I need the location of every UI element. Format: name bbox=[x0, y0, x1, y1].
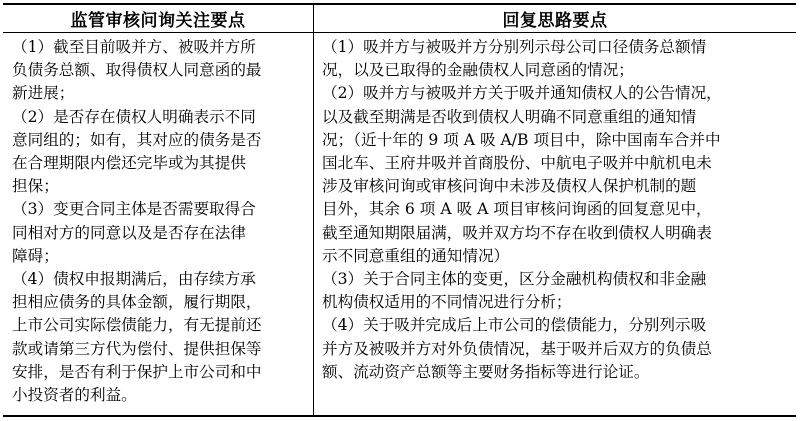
focus-item-1 bbox=[12, 36, 309, 106]
text-line: （4）关于吸并完成后上市公司的偿债能力，分别列示吸 bbox=[322, 316, 707, 335]
regulatory-focus-cell bbox=[3, 33, 313, 415]
text-line: （3）关于合同主体的变更，区分金融机构债权和非金融 bbox=[322, 270, 707, 289]
text-line: 涉及审核问询或审核问询中未涉及债权人保护机制的题 bbox=[322, 177, 697, 196]
text-line: 上市公司实际偿债能力，有无提前还 bbox=[12, 316, 262, 335]
text-line: 同相对方的同意以及是否存在法律 bbox=[12, 223, 246, 242]
text-line: 以及截至期满是否收到债权人明确不同意重组的通知情 bbox=[322, 107, 697, 126]
text-line: （3）变更合同主体是否需要取得合 bbox=[12, 200, 256, 219]
text-line: 意同组的；如有，其对应的债务是否 bbox=[12, 130, 262, 149]
text-line: 安排，是否有利于保护上市公司和中 bbox=[12, 362, 262, 381]
focus-item-2 bbox=[12, 106, 309, 199]
focus-item-3 bbox=[12, 198, 309, 268]
focus-item-4 bbox=[12, 268, 309, 407]
text-line: 负债务总额、取得债权人同意函的最 bbox=[12, 61, 262, 80]
text-line: 障碍； bbox=[12, 246, 59, 265]
reply-item-4 bbox=[322, 314, 790, 384]
text-line: （2）吸并方与被吸并方关于吸并通知债权人的公告情况， bbox=[322, 84, 722, 103]
header-reply-approach: 回复思路要点 bbox=[502, 11, 608, 31]
text-line: 示不同意重组的通知情况） bbox=[322, 246, 510, 265]
text-line: （1）截至目前吸并方、被吸并方所 bbox=[12, 38, 256, 56]
text-line: 目外，其余 6 项 A 吸 A 项目审核问询函的回复意见中， bbox=[322, 200, 712, 219]
text-line: 并方及被吸并方对外负债情况，基于吸并后双方的负债总 bbox=[322, 339, 712, 358]
text-line: （4）债权申报期满后，由存续方承 bbox=[12, 270, 256, 289]
reply-approach-cell bbox=[314, 33, 796, 415]
reply-item-3 bbox=[322, 268, 790, 314]
text-line: 担保； bbox=[12, 177, 59, 196]
text-line: 况；（近十年的 9 项 A 吸 A/B 项目中，除中国南车合并中 bbox=[322, 130, 721, 149]
reply-item-1 bbox=[322, 36, 790, 82]
text-line: 担相应债务的具体金额，履行期限， bbox=[12, 293, 262, 312]
reply-item-2 bbox=[322, 82, 790, 268]
header-regulatory-focus: 监管审核问询关注要点 bbox=[70, 11, 246, 31]
text-line: 额、流动资产总额等主要财务指标等进行论证。 bbox=[322, 362, 650, 381]
comparison-table bbox=[3, 3, 796, 417]
text-line: 截至通知期限届满，吸并双方均不存在收到债权人明确表 bbox=[322, 223, 712, 242]
text-line: 小投资者的利益。 bbox=[12, 386, 137, 405]
text-line: 国北车、王府井吸并首商股份、中航电子吸并中航机电未 bbox=[322, 154, 712, 173]
text-line: （2）是否存在债权人明确表示不同 bbox=[12, 107, 256, 126]
text-line: 款或请第三方代为偿付、提供担保等 bbox=[12, 339, 262, 358]
text-line: 况，以及已取得的金融债权人同意函的情况； bbox=[322, 61, 634, 80]
text-line: 机构债权适用的不同情况进行分析； bbox=[322, 293, 572, 312]
text-line: 在合理期限内偿还完毕或为其提供 bbox=[12, 154, 246, 173]
text-line: 新进展； bbox=[12, 84, 75, 103]
text-line: （1）吸并方与被吸并方分别列示母公司口径债务总额情 bbox=[322, 38, 707, 56]
